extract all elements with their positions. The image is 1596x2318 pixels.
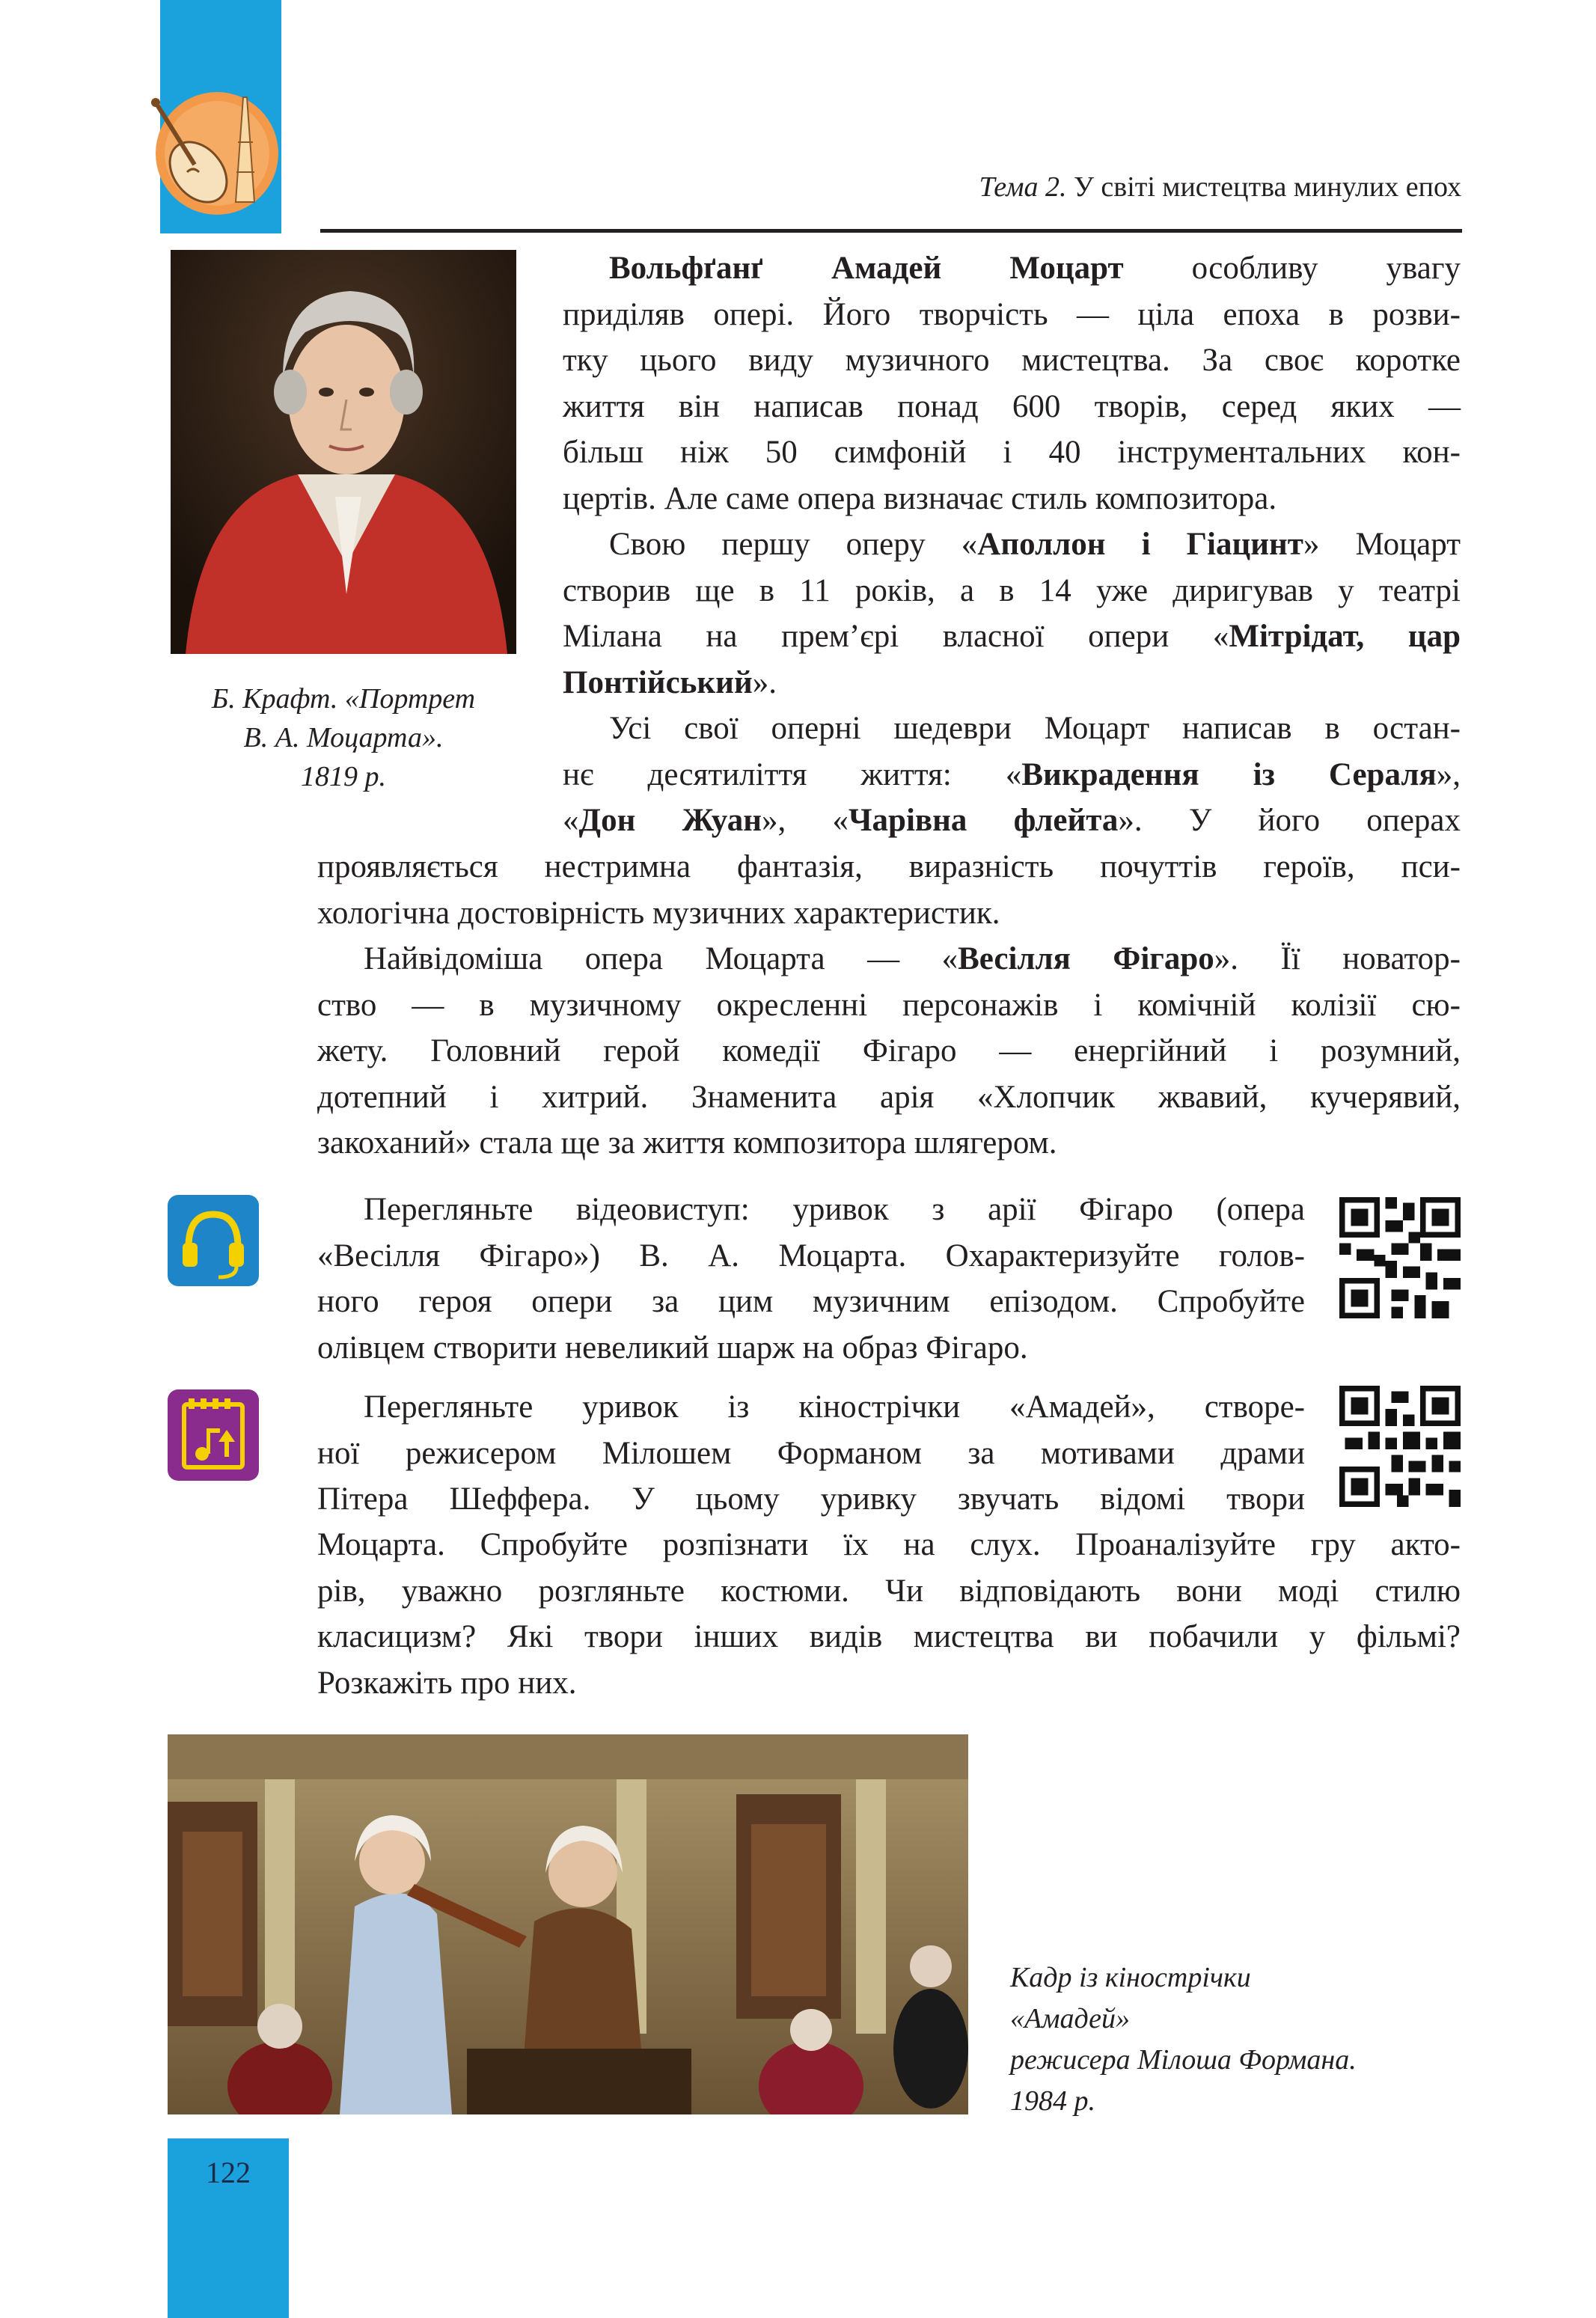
text-span: ». У його операх [1118, 803, 1461, 838]
text-line: цертів. Але саме опера визначає стиль композитора. [563, 480, 1277, 516]
portrait-caption-line: Б. Крафт. «Портрет [211, 683, 476, 715]
caption-line: 1984 р. [1010, 2085, 1095, 2117]
text-line: закоханий» стала ще за життя композитора шлягером. [317, 1125, 1057, 1160]
qr-code-amadeus[interactable] [1339, 1386, 1461, 1507]
page-number: 122 [206, 2156, 251, 2189]
text-span: », [1436, 756, 1461, 792]
portrait-caption [171, 679, 516, 796]
amadeus-film-still-image [168, 1734, 968, 2114]
text-line: Перегляньте відеовиступ: уривок з арії Фігаро (опера [364, 1192, 1305, 1227]
caption-line: режисера Мілоша Формана. [1010, 2044, 1357, 2076]
text-line: створив ще в 11 років, а в 14 уже диригував у театрі [563, 572, 1461, 608]
text-line: тку цього виду музичного мистецтва. За своє коротке [563, 343, 1461, 378]
text-line [563, 798, 1461, 844]
text-line: Розкажіть про них. [317, 1665, 577, 1701]
paragraph-mozart-intro [563, 245, 1461, 844]
text-span: Свою першу оперу « [609, 527, 978, 562]
portrait-caption-line: В. А. Моцарта». [243, 722, 444, 753]
portrait-caption-line: 1819 р. [301, 761, 386, 792]
activity-listen-text [317, 1187, 1305, 1371]
film-music-icon [166, 1388, 260, 1482]
text-line: ство — в музичному окресленні персонажів і комічній колізії сю- [317, 987, 1461, 1023]
text-span: ». Її новатор- [1214, 941, 1461, 976]
text-line: олівцем створити невеликий шарж на образ Фігаро. [317, 1330, 1028, 1366]
text-span: », « [762, 803, 849, 838]
opera-title: Понтійський [563, 664, 753, 700]
activity-film-text-top [317, 1384, 1305, 1523]
text-line: більш ніж 50 симфоній і 40 інструментальних кон- [563, 435, 1461, 470]
text-line [563, 614, 1461, 660]
text-line [563, 752, 1461, 798]
opera-title: Мітрідат, цар [1229, 619, 1461, 654]
opera-title: Дон Жуан [578, 803, 762, 838]
text-span: « [563, 803, 579, 838]
chapter-header [979, 171, 1461, 204]
film-still-caption [1010, 1957, 1459, 2122]
text-span: ». [752, 664, 777, 700]
activity-film-text-bottom [317, 1522, 1461, 1706]
opera-title: Аполлон і Гіацинт [977, 527, 1303, 562]
text-line: Усі свої оперні шедеври Моцарт написав в остан- [609, 711, 1461, 746]
topic-label: Тема 2. [979, 171, 1067, 203]
text-line: життя він написав понад 600 творів, серед яких — [563, 388, 1461, 424]
text-line: жету. Головний герой комедії Фігаро — енергійний і розумний, [317, 1033, 1461, 1068]
text-line: ної режисером Мілошем Форманом за мотивами драми [317, 1435, 1305, 1471]
header-divider [320, 229, 1462, 233]
text-span: особливу увагу [1191, 251, 1461, 286]
opera-title: Весілля Фігаро [958, 941, 1214, 976]
text-line: класицизм? Які твори інших видів мистецтва ви побачили у фільмі? [317, 1619, 1461, 1654]
violin-emblem-icon [142, 82, 284, 224]
text-span: Мілана на прем’єрі власної опери « [563, 619, 1229, 654]
qr-code-figaro[interactable] [1339, 1197, 1461, 1318]
text-line: приділяв опері. Його творчість — ціла епоха в розви- [563, 296, 1461, 332]
headphones-icon [166, 1193, 260, 1288]
text-line [563, 522, 1461, 568]
text-span: » Моцарт [1303, 527, 1461, 562]
text-line [563, 245, 1461, 292]
text-line: Перегляньте уривок із кінострічки «Амадей», створе- [364, 1389, 1305, 1425]
text-line: рів, уважно розгляньте костюми. Чи відповідають вони моді стилю [317, 1573, 1461, 1609]
bold-name: Вольфґанґ Амадей Моцарт [609, 251, 1124, 286]
text-line: дотепний і хитрий. Знаменита арія «Хлопчик жвавий, кучерявий, [317, 1079, 1461, 1115]
caption-line: Кадр із кінострічки [1010, 1962, 1251, 1993]
topic-title: У світі мистецтва минулих епох [1073, 171, 1461, 203]
caption-line: «Амадей» [1010, 2003, 1131, 2034]
text-line: «Весілля Фігаро») В. А. Моцарта. Охарактеризуйте голов- [317, 1238, 1305, 1273]
text-span: нє десятиліття життя: « [563, 756, 1022, 792]
mozart-portrait-image [171, 250, 516, 654]
text-line: Моцарта. Спробуйте розпізнати їх на слух. Проаналізуйте гру акто- [317, 1527, 1461, 1562]
opera-title: Чарівна флейта [848, 803, 1119, 838]
paragraph-full-width [317, 844, 1461, 1166]
text-line: проявляється нестримна фантазія, виразність почуттів героїв, пси- [317, 849, 1461, 884]
text-span: Найвідоміша опера Моцарта — « [364, 941, 958, 976]
text-line: ного героя опери за цим музичним епізодом. Спробуйте [317, 1284, 1305, 1319]
text-line [563, 660, 1461, 706]
text-line: Пітера Шеффера. У цьому уривку звучать відомі твори [317, 1481, 1305, 1517]
text-line: хологічна достовірність музичних характеристик. [317, 895, 1000, 931]
text-line [317, 936, 1461, 982]
opera-title: Викрадення із Сераля [1021, 756, 1437, 792]
